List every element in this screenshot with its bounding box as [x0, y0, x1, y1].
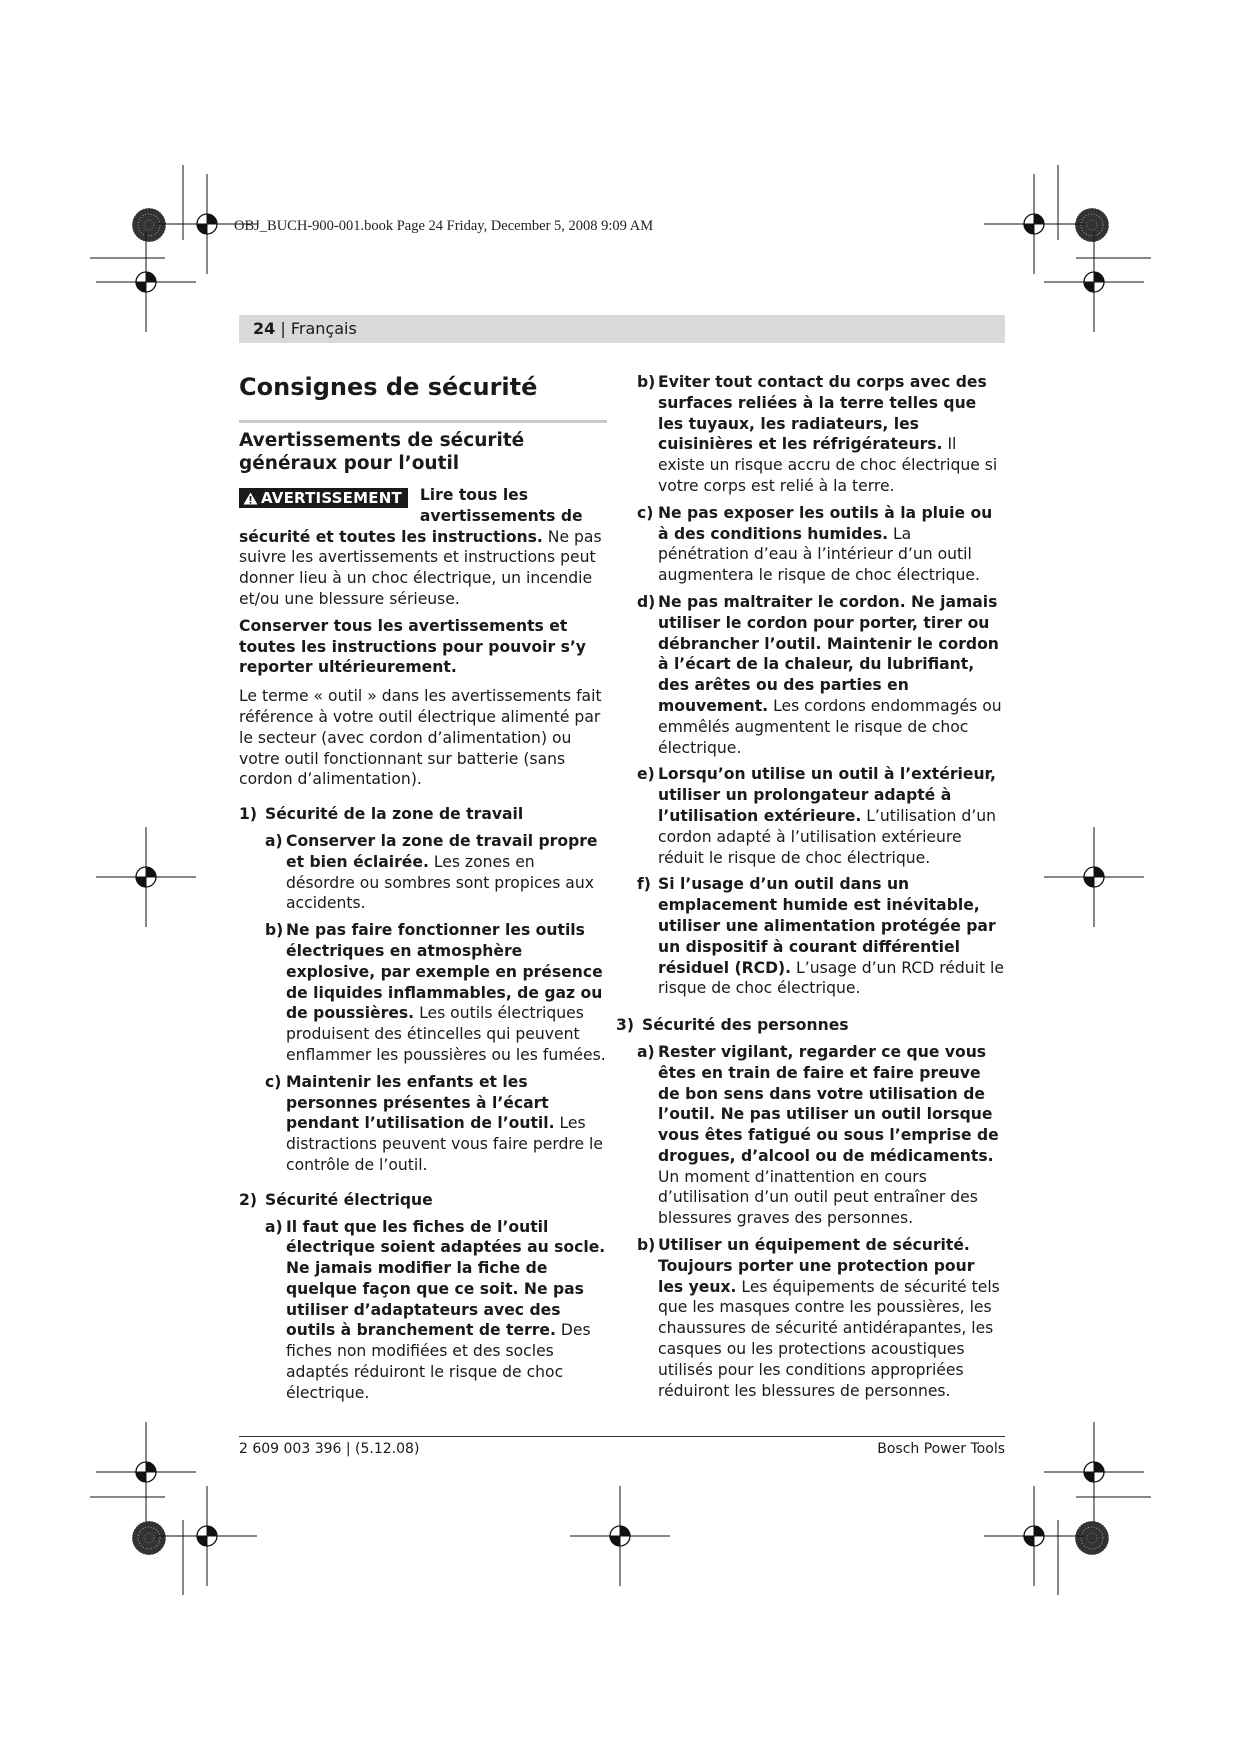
- header-separator: |: [275, 319, 291, 338]
- list-item: c) Maintenir les enfants et les personnes présentes à l’écart pendant l’utilisation de l’outil. Les distractions peuvent vous faire perdre le contrôle de l’outil.: [265, 1072, 603, 1174]
- running-header: [239, 315, 1005, 343]
- warning-badge: [239, 488, 408, 508]
- warning-bold: Lire tous les avertissements de sécurité et toutes les instructions.: [239, 486, 583, 546]
- list-item: e) Lorsqu’on utilise un outil à l’extérieur, utiliser un prolongateur adapté à l’utilisation extérieure. L’utilisation d’un cordon adapté à l’utilisation extérieure réduit le risque de choc électrique.: [637, 765, 997, 867]
- section-subtitle: Avertissements de sécurité généraux pour l’outil: [239, 420, 607, 475]
- warning-paragraph: [239, 485, 607, 610]
- section-heading: 2) Sécurité électrique: [239, 1190, 433, 1209]
- list-item: a) Rester vigilant, regarder ce que vous êtes en train de faire et faire preuve de bon sens dans votre utilisation de l’outil. Ne pas utiliser un outil lorsque vous êtes fatigué ou sous l’emprise de drogues, d’alcool ou de médicaments. Un moment d’inattention en cours d’utilisation d’un outil peut entraîner des blessures graves des personnes.: [637, 1042, 999, 1228]
- section-heading: 1) Sécurité de la zone de travail: [239, 805, 524, 824]
- term-definition: Le terme « outil » dans les avertissements fait référence à votre outil électrique alimenté par le secteur (avec cordon d’alimentation) ou votre outil fonctionnant sur batterie (sans cordon d’alimentation).: [239, 687, 602, 789]
- list-item: b) Utiliser un équipement de sécurité. Toujours porter une protection pour les yeux. Les équipements de sécurité tels que les masques contre les poussières, les chaussures de sécurité antidérapantes, les casques ou les protections acoustiques utilisés pour les conditions appropriées réduiront les blessures de personnes.: [637, 1236, 1000, 1400]
- footer-brand: Bosch Power Tools: [877, 1441, 1005, 1457]
- warning-triangle-icon: [243, 492, 258, 505]
- page-title: Consignes de sécurité: [239, 373, 538, 401]
- page-number: 24: [253, 319, 276, 338]
- page-footer: [239, 1436, 1005, 1457]
- keep-instructions: Conserver tous les avertissements et toutes les instructions pour pouvoir s’y reporter ultérieurement.: [239, 616, 586, 677]
- footer-doc-number: 2 609 003 396 | (5.12.08): [239, 1441, 420, 1457]
- warning-badge-label: AVERTISSEMENT: [261, 489, 402, 507]
- list-item: a) Il faut que les fiches de l’outil électrique soient adaptées au socle. Ne jamais modifier la fiche de quelque façon que ce soit. Ne pas utiliser d’adaptateurs avec des outils à branchement de terre. Des fiches non modifiées et des socles adaptés réduiront le risque de choc électrique.: [265, 1217, 606, 1402]
- print-info: OBJ_BUCH-900-001.book Page 24 Friday, December 5, 2008 9:09 AM: [234, 218, 654, 234]
- list-item: f) Si l’usage d’un outil dans un emplacement humide est inévitable, utiliser une alimentation protégée par un dispositif à courant différentiel résiduel (RCD). L’usage d’un RCD réduit le risque de choc électrique.: [637, 875, 1004, 998]
- list-item: c) Ne pas exposer les outils à la pluie ou à des conditions humides. La pénétration d’eau à l’intérieur d’un outil augmentera le risque de choc électrique.: [637, 503, 993, 585]
- right-column: [616, 372, 1005, 1407]
- list-item: b) Ne pas faire fonctionner les outils électriques en atmosphère explosive, par exemple en présence de liquides inflammables, de gaz ou de poussières. Les outils électriques produisent des étincelles qui peuvent enflammer les poussières ou les fumées.: [265, 921, 606, 1064]
- list-item: d) Ne pas maltraiter le cordon. Ne jamais utiliser le cordon pour porter, tirer ou débrancher l’outil. Maintenir le cordon à l’écart de la chaleur, du lubrifiant, des arêtes ou des parties en mouvement. Les cordons endommagés ou emmêlés augmentent le risque de choc électrique.: [637, 592, 1002, 757]
- header-language: Français: [290, 319, 357, 338]
- left-column: [239, 372, 607, 1410]
- warning-text: Ne pas suivre les avertissements et instructions peut donner lieu à un choc électrique, un incendie et/ou une blessure sérieuse.: [239, 527, 602, 608]
- list-item: b) Eviter tout contact du corps avec des surfaces reliées à la terre telles que les tuyaux, les radiateurs, les cuisinières et les réfrigérateurs. Il existe un risque accru de choc électrique si votre corps est relié à la terre.: [637, 373, 998, 495]
- section-heading: 3) Sécurité des personnes: [616, 1016, 849, 1035]
- list-item: a) Conserver la zone de travail propre et bien éclairée. Les zones en désordre ou sombres sont propices aux accidents.: [265, 831, 598, 913]
